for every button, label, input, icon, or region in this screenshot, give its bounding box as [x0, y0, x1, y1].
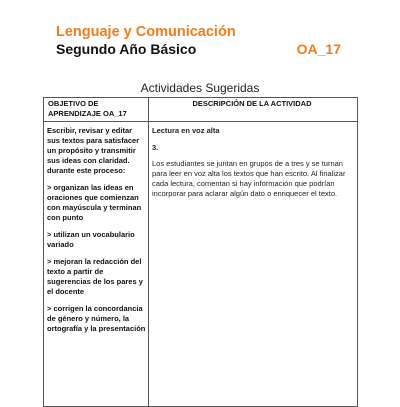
- activity-number: 3.: [152, 143, 159, 152]
- objective-code: OA_17: [296, 41, 341, 57]
- column-divider: [148, 98, 149, 406]
- objective-item: > organizan las ideas en oraciones que comienzan con mayúscula y terminan con punto: [47, 183, 142, 222]
- column-header-objective: OBJETIVO DE APRENDIZAJE OA_17: [48, 99, 127, 118]
- column-header-description: DESCRIPCIÓN DE LA ACTIVIDAD: [192, 99, 312, 108]
- objective-item: > corrigen la concordancia de género y número, la ortografía y la presentación: [47, 304, 146, 333]
- subject-title: Lenguaje y Comunicación: [56, 24, 236, 40]
- section-title: Actividades Sugeridas: [140, 81, 260, 95]
- document-header: [56, 24, 356, 58]
- header-divider: [44, 121, 357, 122]
- activity-cell: [152, 126, 351, 199]
- activity-title: Lectura en voz alta: [152, 126, 220, 135]
- objective-cell: [47, 126, 147, 341]
- objective-item: > mejoran la redacción del texto a partir de sugerencias de los pares y el docente: [47, 257, 143, 296]
- objective-intro: Escribir, revisar y editar sus textos para satisfacer un propósito y transmitir sus ideas con claridad. durante este proceso:: [47, 126, 140, 175]
- objective-item: > utilizan un vocabulario variado: [47, 230, 135, 249]
- activity-description: Los estudiantes se juntan en grupos de a tres y se turnan para leer en voz alta los textos que han escrito. Al finalizar cada lectura, comentan si hay información que podrían incorporar para aclarar algún dato o enriquecer el texto.: [152, 159, 346, 198]
- grade-row: [56, 41, 356, 58]
- activities-table: [43, 97, 358, 407]
- grade-level: Segundo Año Básico: [56, 41, 197, 57]
